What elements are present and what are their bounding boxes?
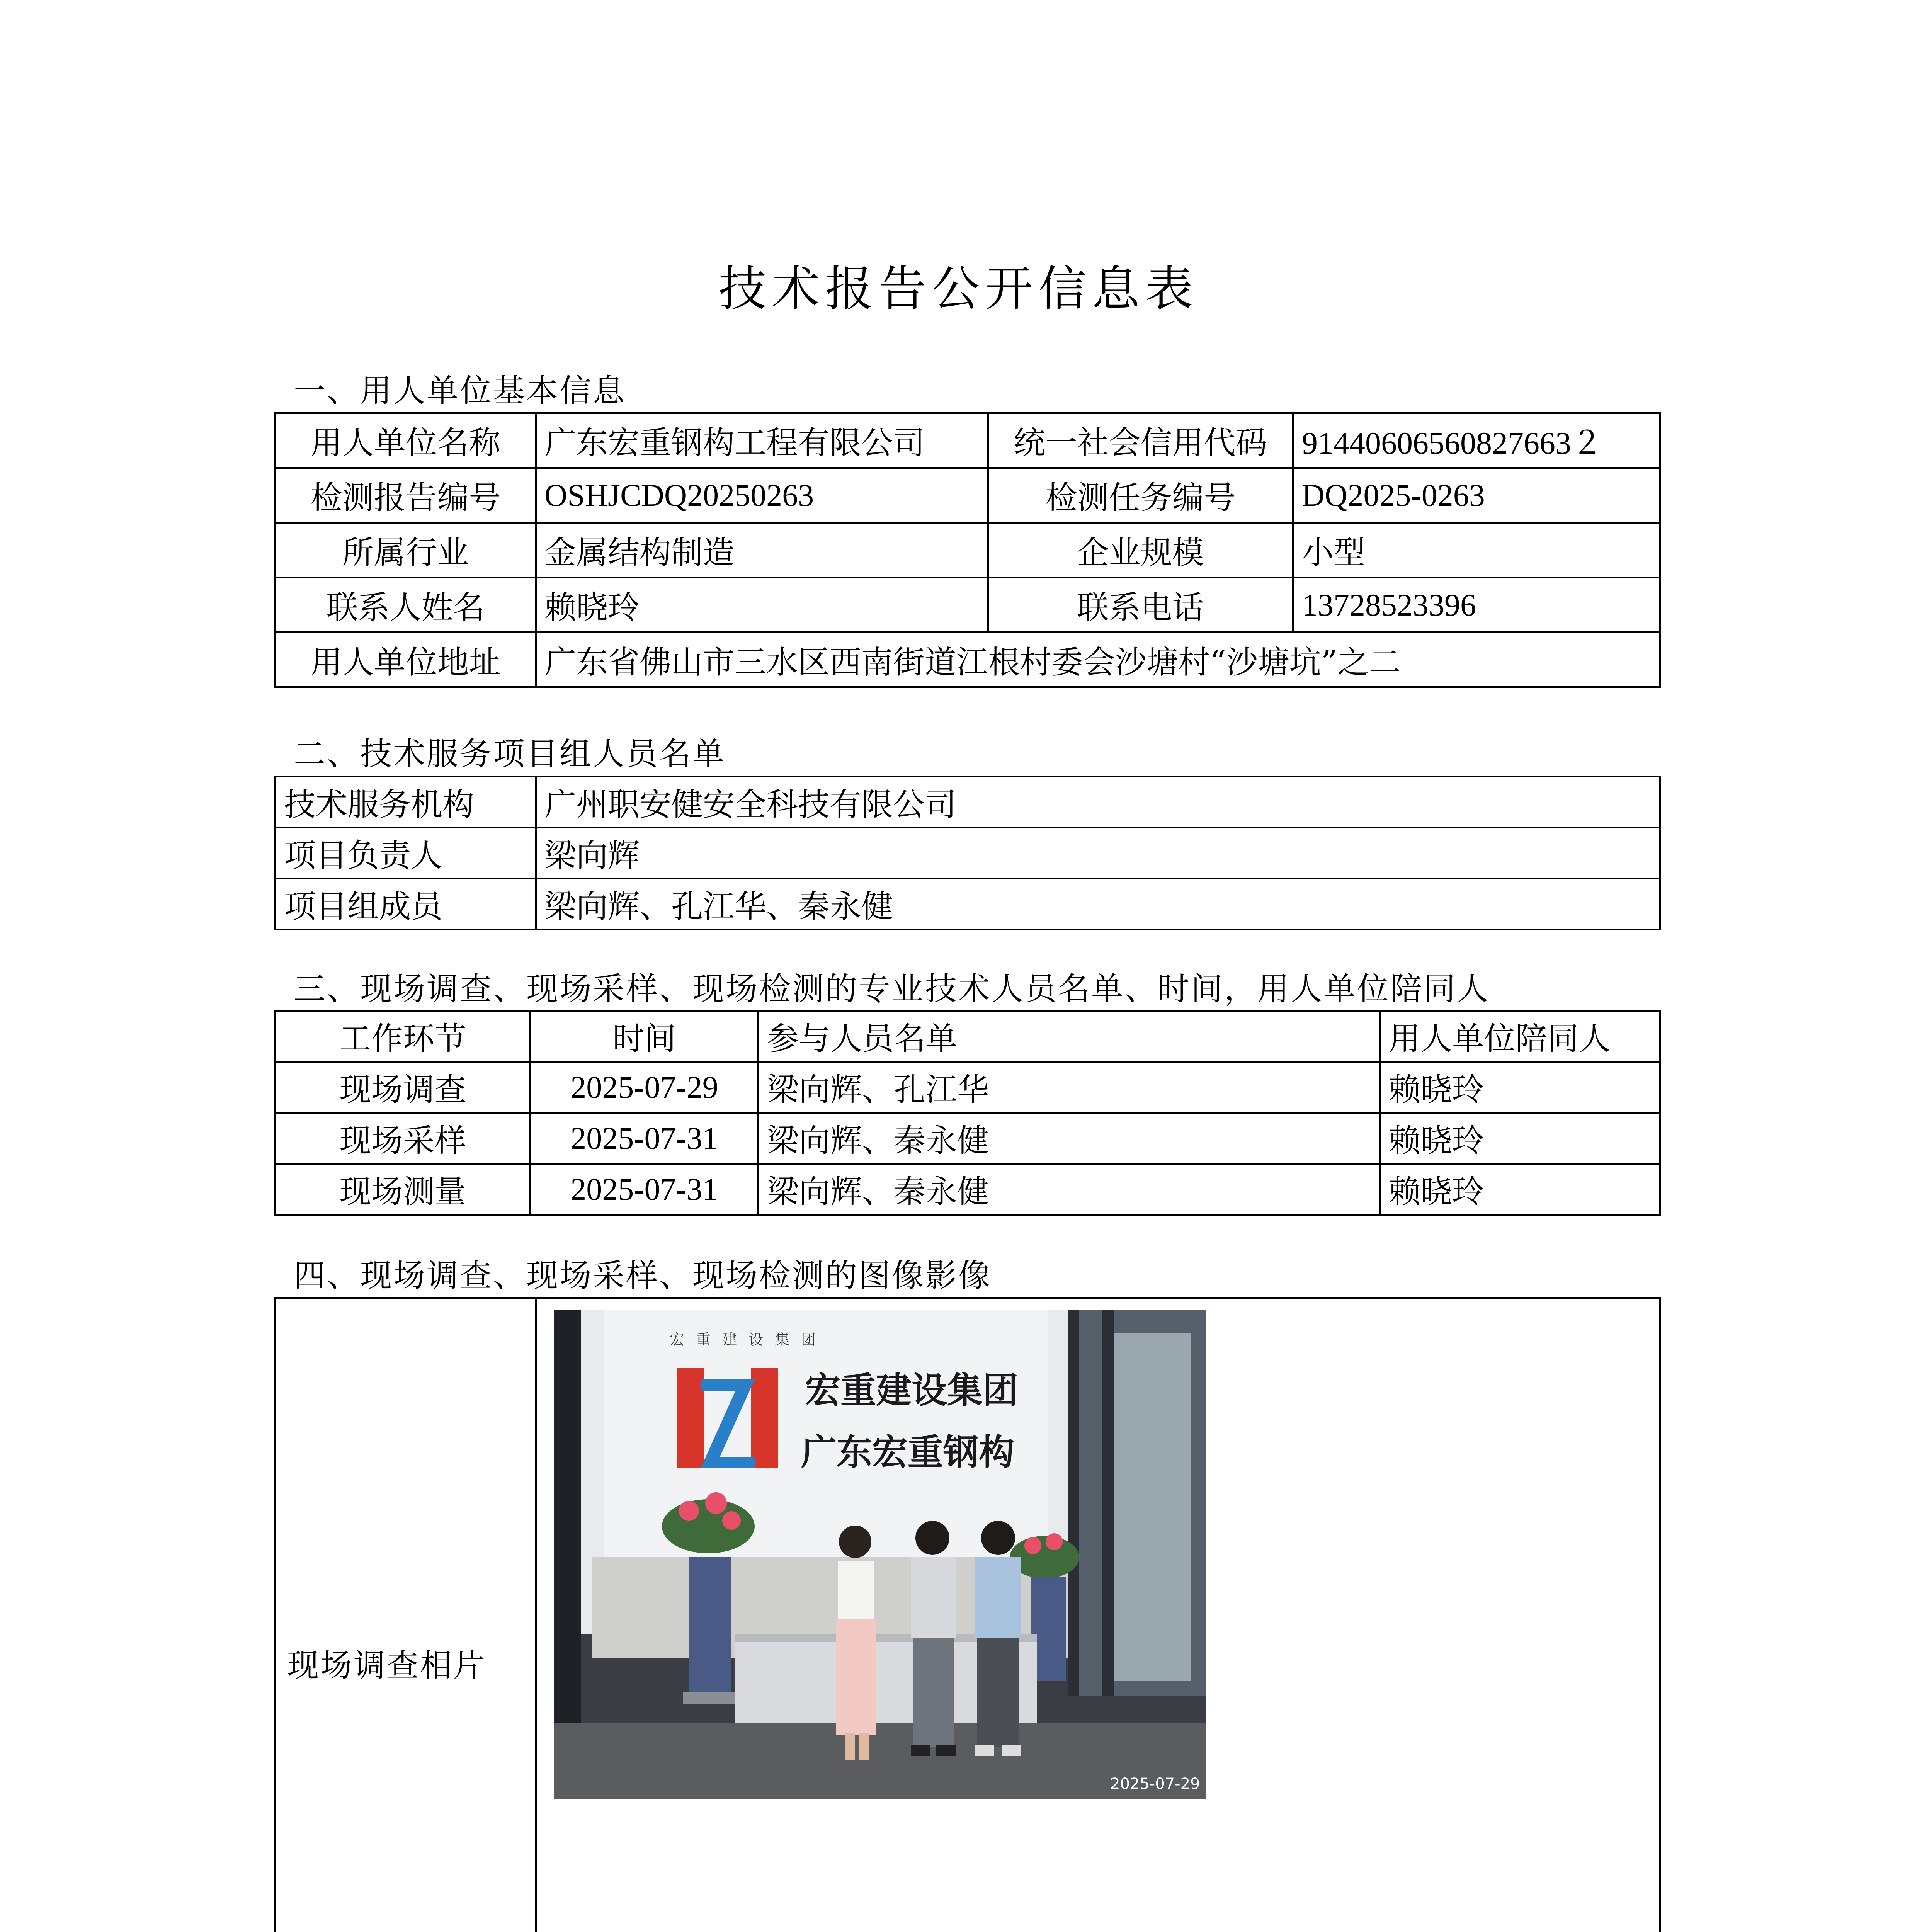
table-row xyxy=(276,523,1660,578)
sign-line-1: 宏重建设集团 xyxy=(805,1370,1019,1411)
label-industry: 所属行业 xyxy=(276,523,536,578)
label-task-number: 检测任务编号 xyxy=(988,468,1293,523)
label-service-org: 技术服务机构 xyxy=(276,777,536,828)
section-heading-basic-info: 一、用人单位基本信息 xyxy=(294,372,626,409)
value-report-number: OSHJCDQ20250263 xyxy=(536,468,988,523)
site-survey-photo xyxy=(554,1310,1206,1799)
label-company-size: 企业规模 xyxy=(988,523,1293,578)
header-company-escort: 用人单位陪同人 xyxy=(1380,1011,1660,1062)
cell-company-escort: 赖晓玲 xyxy=(1380,1062,1660,1113)
table-row xyxy=(276,413,1660,468)
photo-cell xyxy=(536,1298,1660,1932)
field-staff-table xyxy=(274,1010,1661,1216)
header-participants: 参与人员名单 xyxy=(759,1011,1380,1062)
value-contact-name: 赖晓玲 xyxy=(536,578,988,633)
cell-time: 2025-07-29 xyxy=(531,1062,759,1113)
basic-info-table xyxy=(274,412,1661,688)
sign-line-2: 广东宏重钢构 xyxy=(801,1432,1015,1473)
sign-arc-text: 宏重建设集团 xyxy=(670,1331,828,1348)
cell-participants: 梁向辉、孔江华 xyxy=(759,1062,1380,1113)
table-row xyxy=(276,1113,1660,1164)
label-team-members: 项目组成员 xyxy=(276,879,536,930)
cell-time: 2025-07-31 xyxy=(531,1164,759,1215)
value-service-org: 广州职安健安全科技有限公司 xyxy=(536,777,1660,828)
cell-company-escort: 赖晓玲 xyxy=(1380,1164,1660,1215)
header-work-stage: 工作环节 xyxy=(276,1011,531,1062)
table-row xyxy=(276,828,1660,879)
cell-work-stage: 现场采样 xyxy=(276,1113,531,1164)
value-task-number: DQ2025-0263 xyxy=(1293,468,1660,523)
cell-participants: 梁向辉、秦永健 xyxy=(759,1164,1380,1215)
label-project-leader: 项目负责人 xyxy=(276,828,536,879)
label-site-photo: 现场调查相片 xyxy=(276,1298,536,1932)
cell-work-stage: 现场调查 xyxy=(276,1062,531,1113)
cell-time: 2025-07-31 xyxy=(531,1113,759,1164)
table-row xyxy=(276,879,1660,930)
photo-timestamp: 2025-07-29 xyxy=(1110,1775,1200,1793)
table-row xyxy=(276,1062,1660,1113)
page-title: 技术报告公开信息表 xyxy=(718,261,1199,317)
section-heading-field-staff: 三、现场调查、现场采样、现场检测的专业技术人员名单、时间，用人单位陪同人 xyxy=(294,971,1490,1007)
table-row xyxy=(276,777,1660,828)
value-company-name: 广东宏重钢构工程有限公司 xyxy=(536,413,988,468)
label-report-number: 检测报告编号 xyxy=(276,468,536,523)
table-row xyxy=(276,1164,1660,1215)
value-company-size: 小型 xyxy=(1293,523,1660,578)
project-team-table xyxy=(274,776,1661,930)
images-table xyxy=(274,1297,1661,1932)
label-credit-code: 统一社会信用代码 xyxy=(988,413,1293,468)
value-contact-phone: 13728523396 xyxy=(1293,578,1660,633)
label-company-name: 用人单位名称 xyxy=(276,413,536,468)
label-address: 用人单位地址 xyxy=(276,633,536,687)
label-contact-phone: 联系电话 xyxy=(988,578,1293,633)
table-row xyxy=(276,1298,1660,1932)
table-header-row xyxy=(276,1011,1660,1062)
table-row xyxy=(276,578,1660,633)
value-team-members: 梁向辉、孔江华、秦永健 xyxy=(536,879,1660,930)
table-row xyxy=(276,633,1660,687)
value-industry: 金属结构制造 xyxy=(536,523,988,578)
section-heading-project-team: 二、技术服务项目组人员名单 xyxy=(294,736,726,772)
cell-work-stage: 现场测量 xyxy=(276,1164,531,1215)
value-project-leader: 梁向辉 xyxy=(536,828,1660,879)
section-heading-images: 四、现场调查、现场采样、现场检测的图像影像 xyxy=(294,1257,992,1294)
value-credit-code: 91440606560827663２ xyxy=(1293,413,1660,468)
header-time: 时间 xyxy=(531,1011,759,1062)
cell-company-escort: 赖晓玲 xyxy=(1380,1113,1660,1164)
table-row xyxy=(276,468,1660,523)
label-contact-name: 联系人姓名 xyxy=(276,578,536,633)
value-address: 广东省佛山市三水区西南街道江根村委会沙塘村“沙塘坑”之二 xyxy=(536,633,1660,687)
cell-participants: 梁向辉、秦永健 xyxy=(759,1113,1380,1164)
